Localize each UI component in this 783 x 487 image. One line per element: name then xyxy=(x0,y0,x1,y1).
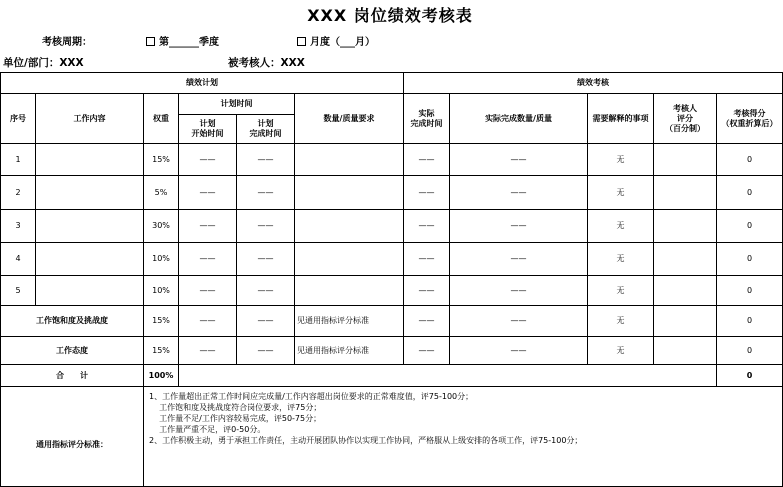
row-actual-quality[interactable]: —— xyxy=(450,176,588,210)
row-weighted: 0 xyxy=(717,210,783,243)
row-explain[interactable]: 无 xyxy=(588,144,654,176)
header-row-2 xyxy=(1,94,783,115)
row-actual-quality[interactable]: —— xyxy=(450,276,588,306)
row-weight: 15% xyxy=(144,144,179,176)
quality-header: 数量/质量要求 xyxy=(295,94,404,144)
row-plan-end[interactable]: —— xyxy=(237,176,295,210)
score-header: 考核人 评分 （百分制） xyxy=(654,94,717,144)
content-header: 工作内容 xyxy=(36,94,144,144)
unit-row xyxy=(0,52,780,70)
weighted-header: 考核得分 （权重折算后） xyxy=(717,94,783,144)
plan-end-header: 计划 完成时间 xyxy=(237,115,295,144)
row-weighted: 0 xyxy=(717,306,783,337)
seq-header: 序号 xyxy=(1,94,36,144)
department-label: 单位/部门：XXX xyxy=(3,57,84,69)
plan-start-header: 计划 开始时间 xyxy=(179,115,237,144)
plan-header: 绩效计划 xyxy=(1,73,404,94)
row-quality[interactable]: 见通用指标评分标准 xyxy=(295,306,404,337)
plan-time-header: 计划时间 xyxy=(179,94,295,115)
page-title: XXX 岗位绩效考核表 xyxy=(307,6,473,25)
row-actual-time[interactable]: —— xyxy=(404,276,450,306)
row-actual-quality[interactable]: —— xyxy=(450,243,588,276)
assessee-label: 被考核人：XXX xyxy=(228,57,305,69)
total-blank xyxy=(179,365,717,387)
weight-header: 权重 xyxy=(144,94,179,144)
row-score[interactable] xyxy=(654,306,717,337)
row-explain[interactable]: 无 xyxy=(588,210,654,243)
row-actual-time[interactable]: —— xyxy=(404,306,450,337)
row-content[interactable] xyxy=(36,276,144,306)
assessment-table xyxy=(0,72,783,487)
table-row xyxy=(1,176,783,210)
row-plan-start[interactable]: —— xyxy=(179,144,237,176)
table-row-attitude xyxy=(1,337,783,365)
explain-header: 需要解释的事项 xyxy=(588,94,654,144)
standard-text: 1、工作量超出正常工作时间应完成量/工作内容超出岗位要求的正常难度值，评75-100分； 工作饱和度及挑战度符合岗位要求，评75分； 工作量不足/工作内容较易完成，评50-75分； 工作量严重不足，评0-50分。 2、工作积极主动，勇于承担工作责任，主动开展团队协作以实现工作协同，严格服从上级安排的各项工作，评75-100分； xyxy=(149,392,583,445)
row-content[interactable] xyxy=(36,144,144,176)
row-content[interactable] xyxy=(36,243,144,276)
total-weight: 100% xyxy=(144,365,179,387)
row-actual-quality[interactable]: —— xyxy=(450,210,588,243)
table-row xyxy=(1,276,783,306)
row-plan-start[interactable]: —— xyxy=(179,276,237,306)
row-plan-end[interactable]: —— xyxy=(237,276,295,306)
row-quality[interactable] xyxy=(295,243,404,276)
row-actual-quality[interactable]: —— xyxy=(450,306,588,337)
row-weight: 10% xyxy=(144,243,179,276)
row-weight: 10% xyxy=(144,276,179,306)
row-label: 工作态度 xyxy=(1,337,144,365)
row-plan-end[interactable]: —— xyxy=(237,306,295,337)
row-plan-end[interactable]: —— xyxy=(237,337,295,365)
assessment-period-row xyxy=(0,30,780,48)
row-seq: 2 xyxy=(1,176,36,210)
row-explain[interactable]: 无 xyxy=(588,306,654,337)
row-plan-end[interactable]: —— xyxy=(237,243,295,276)
row-actual-time[interactable]: —— xyxy=(404,144,450,176)
row-weight: 5% xyxy=(144,176,179,210)
total-label: 合 计 xyxy=(1,365,144,387)
table-row xyxy=(1,243,783,276)
row-weight: 30% xyxy=(144,210,179,243)
row-score[interactable] xyxy=(654,144,717,176)
row-quality[interactable] xyxy=(295,176,404,210)
row-score[interactable] xyxy=(654,337,717,365)
row-seq: 1 xyxy=(1,144,36,176)
quarter-option[interactable] xyxy=(146,33,219,48)
row-explain[interactable]: 无 xyxy=(588,337,654,365)
row-plan-start[interactable]: —— xyxy=(179,176,237,210)
row-content[interactable] xyxy=(36,176,144,210)
table-row-saturation xyxy=(1,306,783,337)
row-score[interactable] xyxy=(654,276,717,306)
row-weighted: 0 xyxy=(717,243,783,276)
row-score[interactable] xyxy=(654,210,717,243)
row-seq: 4 xyxy=(1,243,36,276)
row-score[interactable] xyxy=(654,243,717,276)
row-actual-quality[interactable]: —— xyxy=(450,144,588,176)
row-weighted: 0 xyxy=(717,176,783,210)
row-quality[interactable] xyxy=(295,210,404,243)
row-actual-time[interactable]: —— xyxy=(404,176,450,210)
row-actual-quality[interactable]: —— xyxy=(450,337,588,365)
row-weight: 15% xyxy=(144,306,179,337)
row-seq: 3 xyxy=(1,210,36,243)
standard-label: 通用指标评分标准： xyxy=(1,387,144,487)
row-weighted: 0 xyxy=(717,144,783,176)
row-label: 工作饱和度及挑战度 xyxy=(1,306,144,337)
row-actual-time[interactable]: —— xyxy=(404,210,450,243)
row-explain[interactable]: 无 xyxy=(588,276,654,306)
row-plan-start[interactable]: —— xyxy=(179,306,237,337)
period-label: 考核周期： xyxy=(42,37,92,48)
quarter-checkbox[interactable] xyxy=(146,37,155,46)
row-plan-start[interactable]: —— xyxy=(179,210,237,243)
row-plan-start[interactable]: —— xyxy=(179,337,237,365)
row-plan-end[interactable]: —— xyxy=(237,144,295,176)
row-score[interactable] xyxy=(654,176,717,210)
month-checkbox[interactable] xyxy=(297,37,306,46)
standard-row xyxy=(1,387,783,487)
row-actual-time[interactable]: —— xyxy=(404,337,450,365)
row-explain[interactable]: 无 xyxy=(588,243,654,276)
month-option-label: 月度（___月） xyxy=(310,37,375,48)
row-weighted: 0 xyxy=(717,276,783,306)
row-quality[interactable] xyxy=(295,276,404,306)
row-weight: 15% xyxy=(144,337,179,365)
actual-quality-header: 实际完成数量/质量 xyxy=(450,94,588,144)
table-row xyxy=(1,210,783,243)
total-row xyxy=(1,365,783,387)
row-weighted: 0 xyxy=(717,337,783,365)
quarter-option-label: 第______季度 xyxy=(159,37,219,48)
row-explain[interactable]: 无 xyxy=(588,176,654,210)
row-content[interactable] xyxy=(36,210,144,243)
total-weighted: 0 xyxy=(717,365,783,387)
row-quality[interactable] xyxy=(295,144,404,176)
actual-time-header: 实际 完成时间 xyxy=(404,94,450,144)
row-plan-start[interactable]: —— xyxy=(179,243,237,276)
table-row xyxy=(1,144,783,176)
header-row-1 xyxy=(1,73,783,94)
month-option[interactable] xyxy=(297,33,375,48)
standard-cell xyxy=(144,387,783,487)
row-seq: 5 xyxy=(1,276,36,306)
row-actual-time[interactable]: —— xyxy=(404,243,450,276)
assess-header: 绩效考核 xyxy=(404,73,783,94)
row-plan-end[interactable]: —— xyxy=(237,210,295,243)
row-quality[interactable]: 见通用指标评分标准 xyxy=(295,337,404,365)
